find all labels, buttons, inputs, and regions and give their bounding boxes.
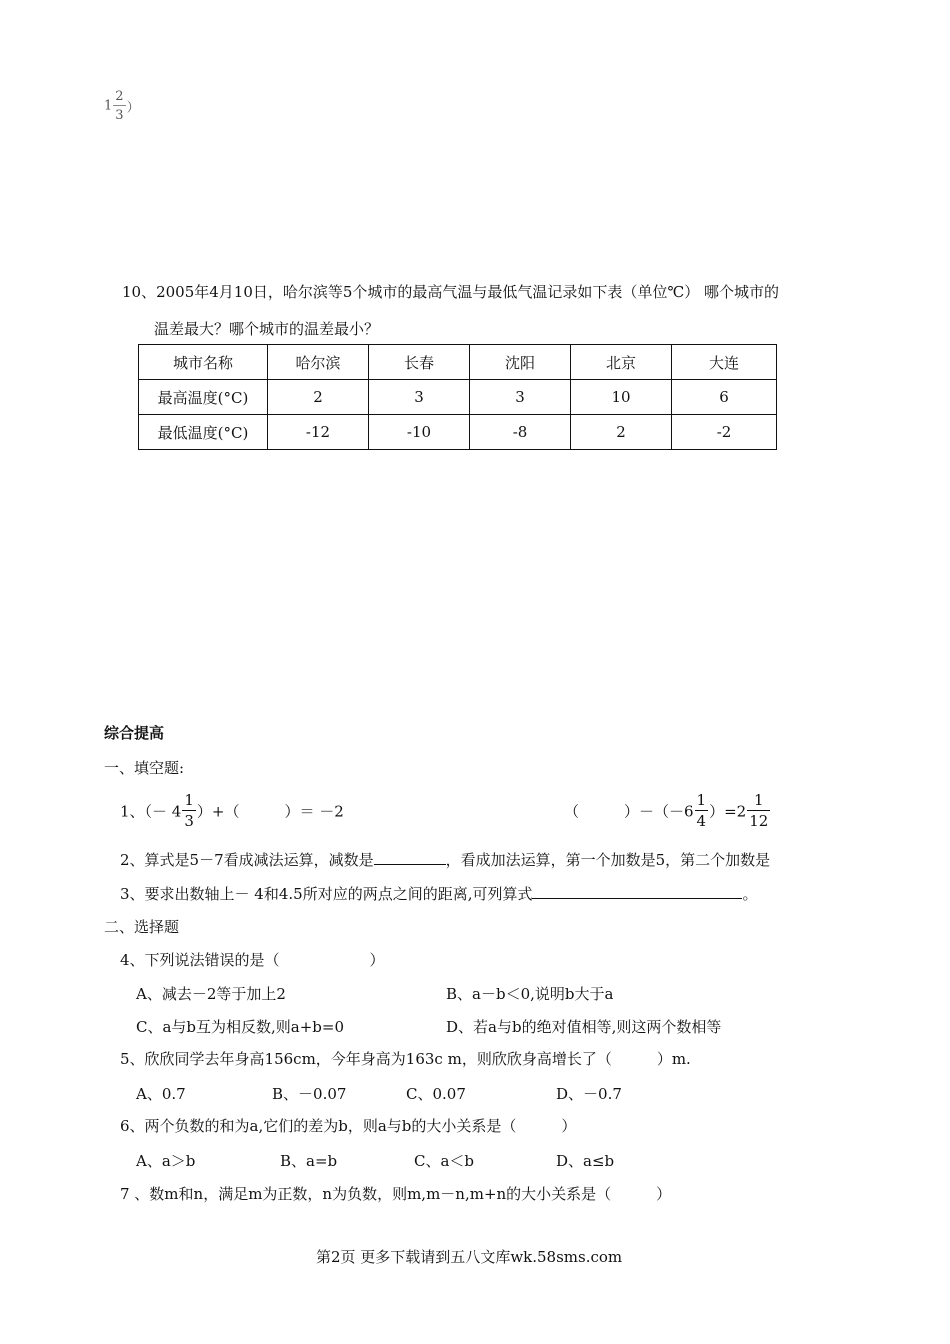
table-cell: 2 bbox=[268, 380, 369, 415]
top-fraction-numerator: 2 bbox=[115, 89, 124, 104]
part2-title: 二、选择题 bbox=[104, 918, 180, 936]
q6-option-d: D、a≤b bbox=[556, 1152, 615, 1170]
top-fraction bbox=[113, 90, 125, 122]
q1-left-denominator: 3 bbox=[184, 812, 194, 830]
q4-option-d: D、若a与b的绝对值相等,则这两个数相等 bbox=[446, 1018, 722, 1036]
table-row bbox=[139, 415, 777, 450]
q5-option-c: C、0.07 bbox=[406, 1085, 466, 1103]
q2-before: 2、算式是5－7看成减法运算，减数是 bbox=[120, 851, 374, 869]
table-header-cell: 城市名称 bbox=[139, 345, 268, 380]
temperature-table bbox=[138, 344, 777, 450]
top-fraction-fragment bbox=[104, 90, 140, 122]
q1-left bbox=[120, 793, 344, 829]
table-cell: 最低温度(°C) bbox=[139, 415, 268, 450]
q10-line1: 10、2005年4月10日，哈尔滨等5个城市的最高气温与最低气温记录如下表（单位℃） 哪个城市的 bbox=[122, 283, 779, 301]
part1-title: 一、填空题: bbox=[104, 759, 185, 777]
table-cell: -2 bbox=[672, 415, 777, 450]
q1-right-denominator: 4 bbox=[696, 812, 707, 830]
table-header-cell: 北京 bbox=[571, 345, 672, 380]
table-cell: 2 bbox=[571, 415, 672, 450]
q4-stem: 4、下列说法错误的是（ ） bbox=[120, 951, 385, 969]
q3-after: 。 bbox=[742, 885, 758, 903]
q1-right-numerator-2: 1 bbox=[747, 793, 770, 811]
top-fraction-denominator: 3 bbox=[115, 108, 124, 123]
q1-left-fraction bbox=[182, 793, 196, 829]
q1-right-prefix: （ ）－（－6 bbox=[564, 802, 694, 821]
table-header-row bbox=[139, 345, 777, 380]
q10-line2: 温差最大？哪个城市的温差最小？ bbox=[154, 320, 380, 338]
table-header-cell: 大连 bbox=[672, 345, 777, 380]
table-header-cell: 哈尔滨 bbox=[268, 345, 369, 380]
q1-left-suffix: ）+（ ）＝ －2 bbox=[196, 802, 344, 821]
table-cell: 3 bbox=[369, 380, 470, 415]
q1-left-numerator: 1 bbox=[184, 791, 194, 809]
table-cell: -12 bbox=[268, 415, 369, 450]
q3-blank bbox=[532, 884, 742, 899]
table-cell: 3 bbox=[470, 380, 571, 415]
table-cell: 10 bbox=[571, 380, 672, 415]
q3-before: 3、要求出数轴上－ 4和4.5所对应的两点之间的距离,可列算式 bbox=[120, 885, 533, 903]
q5-option-b: B、－0.07 bbox=[272, 1085, 347, 1103]
q1-left-prefix: 1、（－ 4 bbox=[120, 802, 182, 821]
page-footer: 第2页 更多下载请到五八文库wk.58sms.com bbox=[316, 1248, 623, 1266]
q5-option-a: A、0.7 bbox=[136, 1085, 186, 1103]
q5-option-d: D、－0.7 bbox=[556, 1085, 622, 1103]
q1-right-denominator-2: 12 bbox=[749, 812, 769, 830]
q4-option-c: C、a与b互为相反数,则a+b=0 bbox=[136, 1018, 345, 1036]
q1-right-fraction bbox=[695, 793, 709, 829]
q2-blank bbox=[374, 850, 446, 865]
q3 bbox=[120, 883, 758, 904]
q1-right-fraction-2 bbox=[747, 793, 770, 829]
section-title: 综合提高 bbox=[104, 724, 165, 742]
q6-stem: 6、两个负数的和为a,它们的差为b，则a与b的大小关系是（ ） bbox=[120, 1117, 577, 1135]
q2-after: ，看成加法运算，第一个加数是5，第二个加数是 bbox=[445, 851, 771, 869]
q1-right bbox=[564, 793, 771, 829]
q4-option-a: A、减去－2等于加上2 bbox=[136, 985, 286, 1003]
q5-stem: 5、欣欣同学去年身高156cm，今年身高为163c m，则欣欣身高增长了（ ）m. bbox=[120, 1050, 691, 1068]
q6-option-b: B、a=b bbox=[280, 1152, 338, 1170]
table-cell: 最高温度(°C) bbox=[139, 380, 268, 415]
table-cell: 6 bbox=[672, 380, 777, 415]
table-header-cell: 长春 bbox=[369, 345, 470, 380]
table-cell: -8 bbox=[470, 415, 571, 450]
table-header-cell: 沈阳 bbox=[470, 345, 571, 380]
q4-option-b: B、a－b＜0,说明b大于a bbox=[446, 985, 614, 1003]
top-fraction-whole: 1 bbox=[104, 98, 113, 114]
q1-right-mid: ）=2 bbox=[709, 802, 747, 821]
table-cell: -10 bbox=[369, 415, 470, 450]
table-row bbox=[139, 380, 777, 415]
q6-option-a: A、a＞b bbox=[136, 1152, 196, 1170]
q2 bbox=[120, 849, 770, 870]
q1-right-numerator: 1 bbox=[696, 791, 707, 809]
top-fraction-close: ） bbox=[126, 100, 140, 116]
q7-stem: 7 、数m和n，满足m为正数，n为负数，则m,m－n,m+n的大小关系是（ ） bbox=[120, 1185, 672, 1203]
q6-option-c: C、a＜b bbox=[414, 1152, 475, 1170]
